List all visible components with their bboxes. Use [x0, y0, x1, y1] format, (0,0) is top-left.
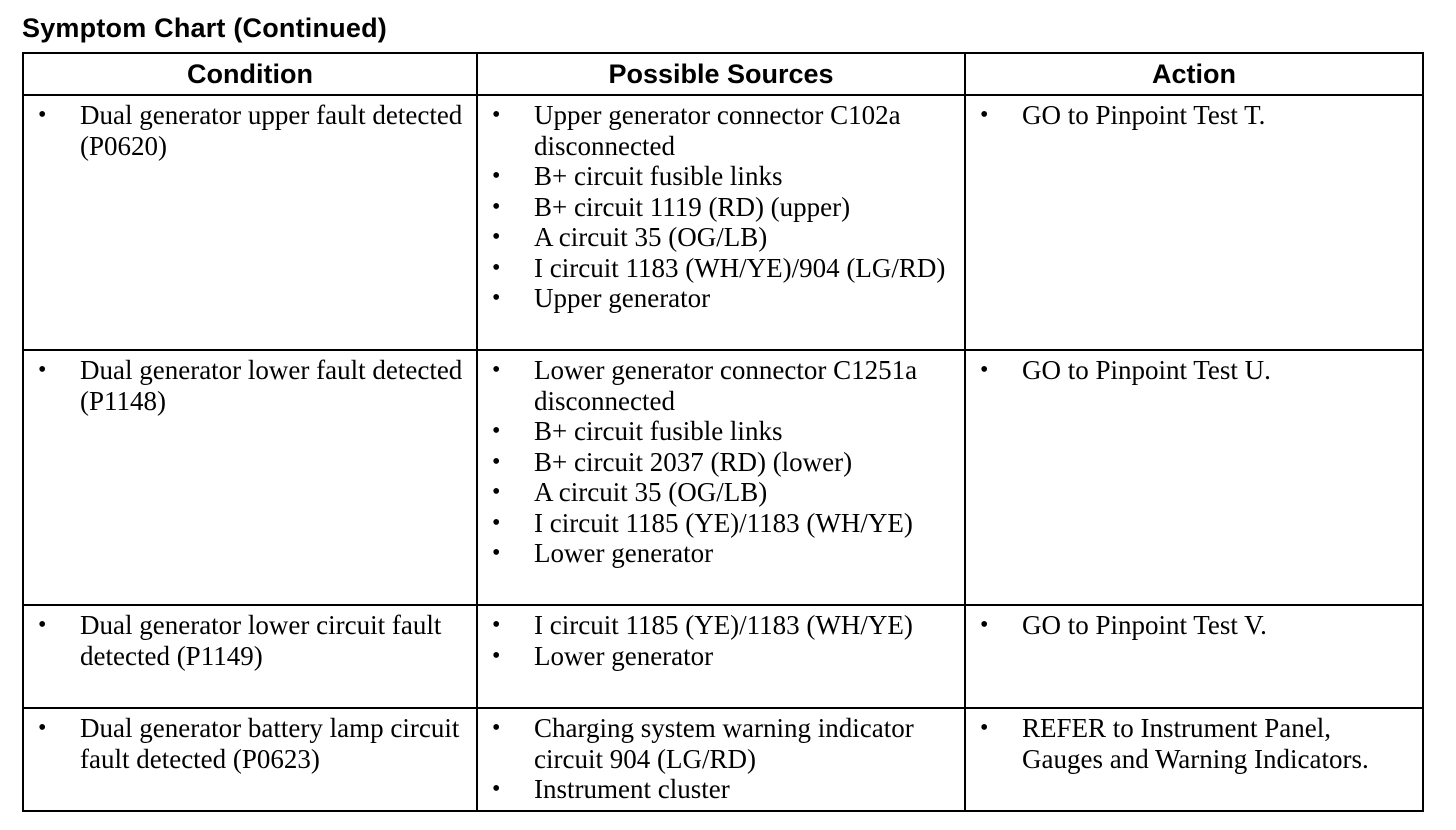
table-row [23, 605, 1423, 708]
condition-item: • Dual generator battery lamp circuit fault detected (P0623) [24, 713, 472, 774]
page-title: Symptom Chart (Continued) [22, 13, 387, 43]
possible-sources-cell [477, 95, 965, 350]
symptom-table [22, 52, 1424, 812]
table-row [23, 350, 1423, 605]
action-cell [965, 350, 1423, 605]
source-item: • B+ circuit fusible links [478, 161, 960, 192]
source-item: • A circuit 35 (OG/LB) [478, 222, 960, 253]
condition-item: • Dual generator lower circuit fault detected (P1149) [24, 610, 472, 671]
source-item: • Lower generator [478, 538, 960, 569]
action-item: • GO to Pinpoint Test T. [966, 100, 1418, 131]
source-item: • B+ circuit fusible links [478, 416, 960, 447]
table-row [23, 95, 1423, 350]
possible-sources-header: Possible Sources [477, 53, 965, 95]
source-item: • A circuit 35 (OG/LB) [478, 477, 960, 508]
source-item: • B+ circuit 1119 (RD) (upper) [478, 192, 960, 223]
source-item: • B+ circuit 2037 (RD) (lower) [478, 447, 960, 478]
table-header-row [23, 53, 1423, 95]
condition-cell [23, 605, 477, 708]
action-cell [965, 605, 1423, 708]
action-item: • REFER to Instrument Panel, Gauges and Warning Indicators. [966, 713, 1418, 774]
condition-cell [23, 95, 477, 350]
condition-item: • Dual generator upper fault detected (P0620) [24, 100, 472, 161]
action-cell [965, 95, 1423, 350]
possible-sources-cell [477, 708, 965, 811]
source-item: • Upper generator [478, 283, 960, 314]
source-item: • I circuit 1185 (YE)/1183 (WH/YE) [478, 610, 960, 641]
source-item: • I circuit 1183 (WH/YE)/904 (LG/RD) [478, 253, 960, 284]
source-item: • Charging system warning indicator circuit 904 (LG/RD) [478, 713, 960, 774]
source-item: • I circuit 1185 (YE)/1183 (WH/YE) [478, 508, 960, 539]
source-item: • Upper generator connector C102a disconnected [478, 100, 960, 161]
source-item: • Instrument cluster [478, 774, 960, 805]
action-item: • GO to Pinpoint Test U. [966, 355, 1418, 386]
condition-cell [23, 708, 477, 811]
table-row [23, 708, 1423, 811]
condition-cell [23, 350, 477, 605]
possible-sources-cell [477, 605, 965, 708]
condition-header: Condition [23, 53, 477, 95]
source-item: • Lower generator [478, 641, 960, 672]
condition-item: • Dual generator lower fault detected (P1148) [24, 355, 472, 416]
source-item: • Lower generator connector C1251a disconnected [478, 355, 960, 416]
action-cell [965, 708, 1423, 811]
possible-sources-cell [477, 350, 965, 605]
action-item: • GO to Pinpoint Test V. [966, 610, 1418, 641]
action-header: Action [965, 53, 1423, 95]
